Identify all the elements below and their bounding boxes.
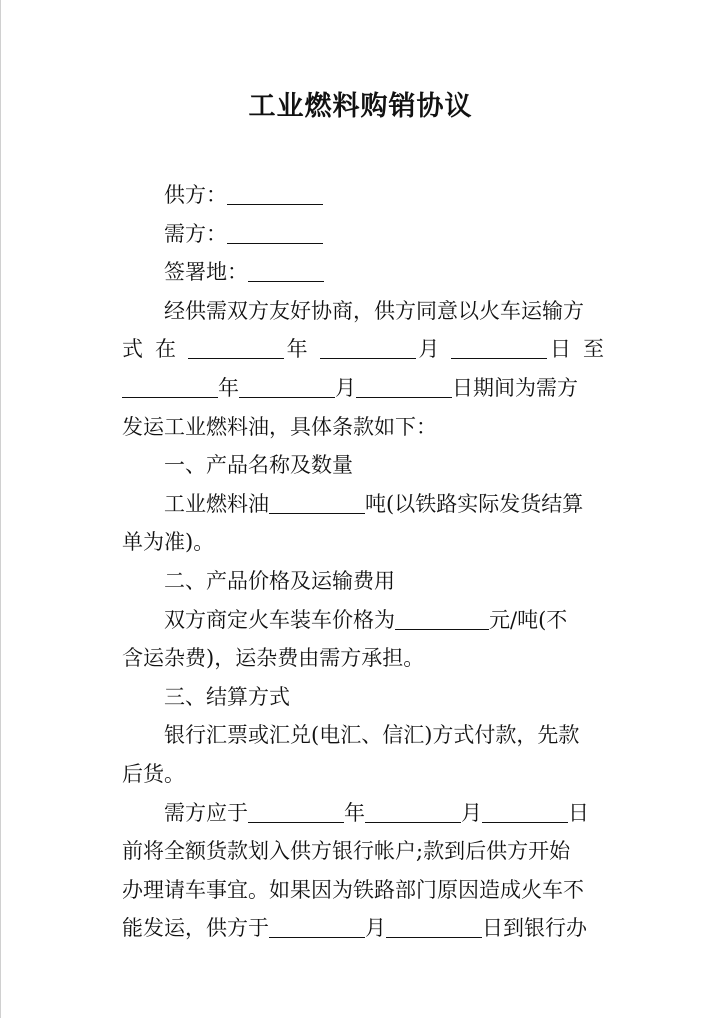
buyer-blank [227, 222, 323, 244]
delay-day-blank [386, 916, 482, 938]
delay-text: 月 [365, 916, 386, 941]
delay-text: 日到银行办 [482, 916, 587, 941]
quantity-blank [269, 492, 365, 514]
intro-text: 式 在 [122, 337, 188, 362]
price-text: 双方商定火车装车价格为 [164, 607, 395, 632]
section-3-para-1-line-1: 银行汇票或汇兑(电汇、信汇)方式付款，先款 [164, 723, 580, 748]
start-month-blank [320, 337, 416, 359]
end-year-blank [122, 376, 218, 398]
section-1-line-1 [122, 485, 604, 524]
payment-day-blank [482, 801, 568, 823]
payment-month-blank [365, 801, 461, 823]
document-title: 工业燃料购销协议 [248, 91, 473, 122]
supplier-blank [227, 183, 323, 205]
end-month-blank [239, 376, 335, 398]
payment-text: 月 [461, 800, 482, 825]
start-day-blank [451, 337, 547, 359]
supplier-line [122, 176, 604, 215]
price-text: 元/吨(不 [489, 607, 568, 632]
buyer-label: 需方： [164, 221, 227, 246]
section-3-para-2-line-3: 办理请车事宜。如果因为铁路部门原因造成火车不 [122, 877, 584, 902]
document-body [122, 176, 604, 948]
section-3-para-2-line-1 [122, 794, 604, 833]
section-3-para-2-line-2: 前将全额货款划入供方银行帐户;款到后供方开始 [122, 839, 571, 864]
intro-line-4: 发运工业燃料油，具体条款如下： [122, 414, 437, 439]
intro-text: 月 [415, 337, 452, 362]
intro-text: 年 [284, 337, 320, 362]
section-3-para-1-line-2: 后货。 [122, 761, 185, 786]
place-label: 签署地： [164, 260, 248, 285]
intro-text: 年 [218, 375, 239, 400]
price-blank [395, 608, 489, 630]
intro-text: 月 [335, 375, 356, 400]
place-blank [248, 260, 324, 282]
section-2-line-1 [122, 601, 604, 640]
delay-month-blank [269, 916, 365, 938]
section-3-para-2-line-4 [122, 909, 604, 948]
intro-text: 日 至 [547, 337, 604, 362]
section-1-line-2: 单为准)。 [122, 530, 215, 555]
supplier-label: 供方： [164, 183, 227, 207]
section-2-line-2: 含运杂费)，运杂费由需方承担。 [122, 646, 425, 671]
delay-text: 能发运，供方于 [122, 916, 269, 941]
payment-text: 日 [568, 800, 589, 825]
section-1-heading: 一、产品名称及数量 [164, 453, 353, 478]
place-line [122, 253, 604, 292]
intro-line-1: 经供需双方友好协商，供方同意以火车运输方 [164, 298, 584, 323]
payment-text: 需方应于 [164, 800, 248, 825]
buyer-line [122, 215, 604, 254]
product-text: 工业燃料油 [164, 491, 269, 516]
intro-line-3 [122, 369, 604, 408]
end-day-blank [356, 376, 452, 398]
product-text: 吨(以铁路实际发货结算 [365, 491, 584, 516]
intro-text: 日期间为需方 [452, 375, 578, 400]
section-3-heading: 三、结算方式 [164, 684, 290, 709]
payment-text: 年 [344, 800, 365, 825]
section-2-heading: 二、产品价格及运输费用 [164, 568, 395, 593]
start-year-blank [188, 337, 284, 359]
intro-line-2 [122, 330, 604, 369]
payment-year-blank [248, 801, 344, 823]
